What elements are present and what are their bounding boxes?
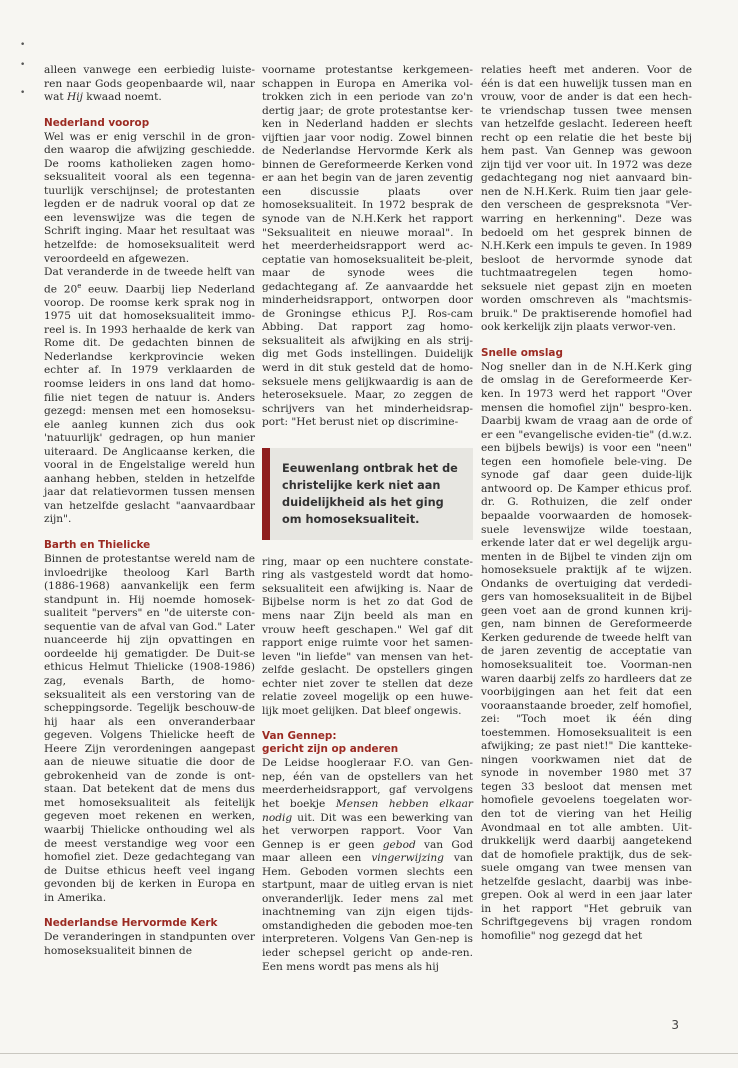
margin-mark: • xyxy=(20,88,26,98)
margin-mark: • xyxy=(20,40,26,50)
paragraph-intro: alleen vanwege een eerbiedig luiste-ren naar Gods geopenbaarde wil, naar wat Hij kwaad noemt. xyxy=(44,64,255,104)
emphasis: gebod xyxy=(382,838,416,851)
page-number: 3 xyxy=(671,1018,679,1032)
paragraph: ring, maar op een nuchtere constate-ring als vastgesteld wordt dat homo-seksualiteit een afwijking is. Naar de Bijbelse norm is het zo dat God de mens naar Zijn beeld als man en vrouw heeft geschapen." Wel gaf dit rapport enige ruimte voor het samen-leven "in liefde" van mensen van het-zelfde geslacht. De opstellers gingen echter niet zover te stellen dat deze relatie zoveel mogelijk op een huwe-lijk moet gelijken. Dat bleef ongewis. xyxy=(262,555,473,717)
emphasis: vingerwijzing xyxy=(371,852,444,865)
pull-quote: Eeuwenlang ontbrak het de christelijke kerk niet aan duidelijkheid als het ging om homoseksualiteit. xyxy=(262,448,473,540)
margin-mark: • xyxy=(20,60,26,70)
paragraph: Wel was er enig verschil in de gron-den waarop die afwijzing geschiedde. De rooms katholieken zagen homo-seksualiteit vooral als een tegenna-tuurlijk verschijnsel; de protestanten legden er de nadruk vooral op dat ze een levenswijze was die tegen de Schrift inging. Maar het resultaat was hetzelfde: de homoseksualiteit werd veroordeeld en afgewezen. xyxy=(44,130,255,265)
paragraph: voorname protestantse kerkgemeen-schappen in Europa en Amerika vol-trokken zich in een periode van zo'n dertig jaar; de grote protestantse ker-ken in Nederland hadden er slechts vijftien jaar voor nodig. Zowel binnen de Nederlandse Hervormde Kerk als binnen de Gereformeerde Kerken vond er aan het begin van de jaren zeventig een discussie plaats over homoseksualiteit. In 1972 besprak de synode van de N.H.Kerk het rapport "Seksualiteit en nieuwe moraal". In het meerderheidsrapport werd ac-ceptatie van homoseksualiteit be-pleit, maar de synode wees die gedachtegang af. Ze aanvaardde het minderheidsrapport, ontworpen door de Groningse ethicus P.J. Ros-cam Abbing. Dat rapport zag homo-seksualiteit als afwijking en als strij-dig met Gods instellingen. Duidelijk werd in dit stuk gesteld dat de homo-seksuele mens gelijkwaardig is aan de heteroseksuele. Maar, zo zeggen de schrijvers van het minderheidsrap-port: "Het berust niet op discrimine- xyxy=(262,64,473,429)
heading-snelle-omslag: Snelle omslag xyxy=(481,346,563,359)
paragraph: Binnen de protestantse wereld nam de invloedrijke theoloog Karl Barth (1886-1968) aanvankelijk een ferm standpunt in. Hij noemde homosek-sualiteit "pervers" en "de uiterste con-sequentie van de afval van God." Later nuanceerde hij zijn opvattingen en oordeelde hij gematigder. De Duit-se ethicus Helmut Thielicke (1908-1986) zag, evenals Barth, de homo-seksualiteit als een verstoring van de scheppingsorde. Tegelijk beschouw-de hij haar als een onveranderbaar gegeven. Volgens Thielicke heeft de Heere Zijn verordeningen aangepast aan de nieuwe situatie die door de gebrokenheid van de zonde is ont-staan. Dat betekent dat de mens dus met homoseksualiteit als feitelijk gegeven moet rekenen en werken, waarbij Thielicke onthouding wel als de meest verstandige weg voor een homofiel ziet. Deze gedachtegang van de Duitse ethicus heeft veel ingang gevonden bij de kerken in Europa en in Amerika. xyxy=(44,553,255,904)
heading-van-gennep xyxy=(262,730,473,756)
paragraph: Nog sneller dan in de N.H.Kerk ging de omslag in de Gereformeerde Ker-ken. In 1973 werd het rapport "Over mensen die homofiel zijn" bespro-ken. Daarbij kwam de vraag aan de orde of er een "evangelische eviden-tie" (d.w.z. een bijbels bewijs) is voor een "neen" tegen een homofiele bele-ving. De synode gaf daar geen duide-lijk antwoord op. De Kamper ethicus prof. dr. G. Rothuizen, die zelf onder bepaalde voorwaarden de homosek-suele levenswijze wilde toestaan, erkende later dat er wel degelijk argu-menten in de Bijbel te vinden zijn om homoseksuele praktijk af te wijzen. Ondanks de overtuiging dat verdedi-gers van homoseksualiteit in de Bijbel geen voet aan de grond kunnen krij-gen, nam binnen de Gereformeerde Kerken gedurende de tweede helft van de jaren zeventig de acceptatie van homoseksualiteit toe. Voorman-nen waren daarbij zelfs zo hardleers dat ze voorbijgingen aan het feit dat een vooraanstaande broeder, zelf homofiel, zei: "Toch moet ik één ding toestemmen. Homoseksualiteit is een afwijking; ze past niet!" Die kantteke-ningen voorkwamen niet dat de synode in november 1980 met 37 tegen 33 besloot dat mensen met homofiele gevoelens toegelaten wor-den tot de viering van het Heilig Avondmaal en tot alle ambten. Uit-drukkelijk werd daarbij aangetekend dat de homofiele praktijk, dus de sek-suele omgang van twee mensen van hetzelfde geslacht, daarbij was inbe-grepen. Ook al werd in een jaar later in het rapport "Het gebruik van Schriftgegevens bij vragen rondom homofilie" nog gezegd dat het xyxy=(481,360,693,942)
heading-line-2: gericht zijn op anderen xyxy=(262,743,399,756)
book-title: Mensen hebben elkaar nodig xyxy=(262,797,473,824)
column-3 xyxy=(481,64,692,943)
paragraph: relaties heeft met anderen. Voor de één is dat een huwelijk tussen man en vrouw, voor de ander is dat een hech-te vriendschap tussen twee mensen van hetzelfde geslacht. Iedereen heeft recht op een relatie die het beste bij hem past. Van Gennep was gewoon zijn tijd ver voor uit. In 1972 was deze gedachtegang nog niet aanvaard bin-nen de N.H.Kerk. Ruim tien jaar gele-den verscheen de gespreksnota "Ver-warring en herkenning". Deze was bedoeld om het gesprek binnen de N.H.Kerk een impuls te geven. In 1989 besloot de hervormde synode dat tuchtmaatregelen tegen homo-seksuele niet gepast zijn en moeten worden omschreven als "machtsmis-bruik." De praktiserende homofiel had ook kerkelijk zijn plaats verwor-ven. xyxy=(481,64,692,334)
heading-barth-en-thielicke: Barth en Thielicke xyxy=(44,539,151,552)
heading-nederlandse-hervormde-kerk: Nederlandse Hervormde Kerk xyxy=(44,917,218,930)
column-2 xyxy=(262,64,473,974)
paragraph: De veranderingen in standpunten over homoseksualiteit binnen de xyxy=(44,931,255,957)
bottom-rule xyxy=(0,1053,738,1054)
paragraph: Dat veranderde in de tweede helft van de 20e eeuw. Daarbij liep Nederland voorop. De roomse kerk sprak nog in 1975 uit dat homoseksualiteit immo-reel is. In 1993 herhaalde de kerk van Rome dit. De gedachten binnen de Nederlandse kerkprovincie weken echter af. In 1979 verklaarden de roomse leiders in ons land dat homo-filie niet tegen de natuur is. Anders gezegd: mensen met een homoseksu-ele aanleg kunnen zich dus ook 'natuurlijk' gedragen, op hun manier uiteraard. De Anglicaanse kerken, die vooral in de Engelstalige wereld hun aanhang hebben, stelden in hetzelfde jaar dat relatievormen tussen mensen van hetzelfde geslacht "aanvaardbaar zijn". xyxy=(44,266,255,526)
paragraph: De Leidse hoogleraar F.O. van Gen-nep, één van de opstellers van het meerderheidsrapport, gaf vervolgens het boekje Mensen hebben elkaar nodig uit. Dit was een bewerking van het verworpen rapport. Voor Van Gennep is er geen gebod van God maar alleen een vingerwijzing van Hem. Geboden vormen slechts een startpunt, maar de uitleg ervan is niet onveranderlijk. Ieder mens zal met inachtneming van zijn eigen tijds-omstandigheden die geboden moe-ten interpreteren. Volgens Van Gen-nep is ieder schepsel gericht op ande-ren. Een mens wordt pas mens als hij xyxy=(262,757,474,973)
heading-nederland-voorop: Nederland voorop xyxy=(44,116,150,129)
column-1 xyxy=(44,64,255,958)
heading-line-1: Van Gennep: xyxy=(262,730,337,743)
